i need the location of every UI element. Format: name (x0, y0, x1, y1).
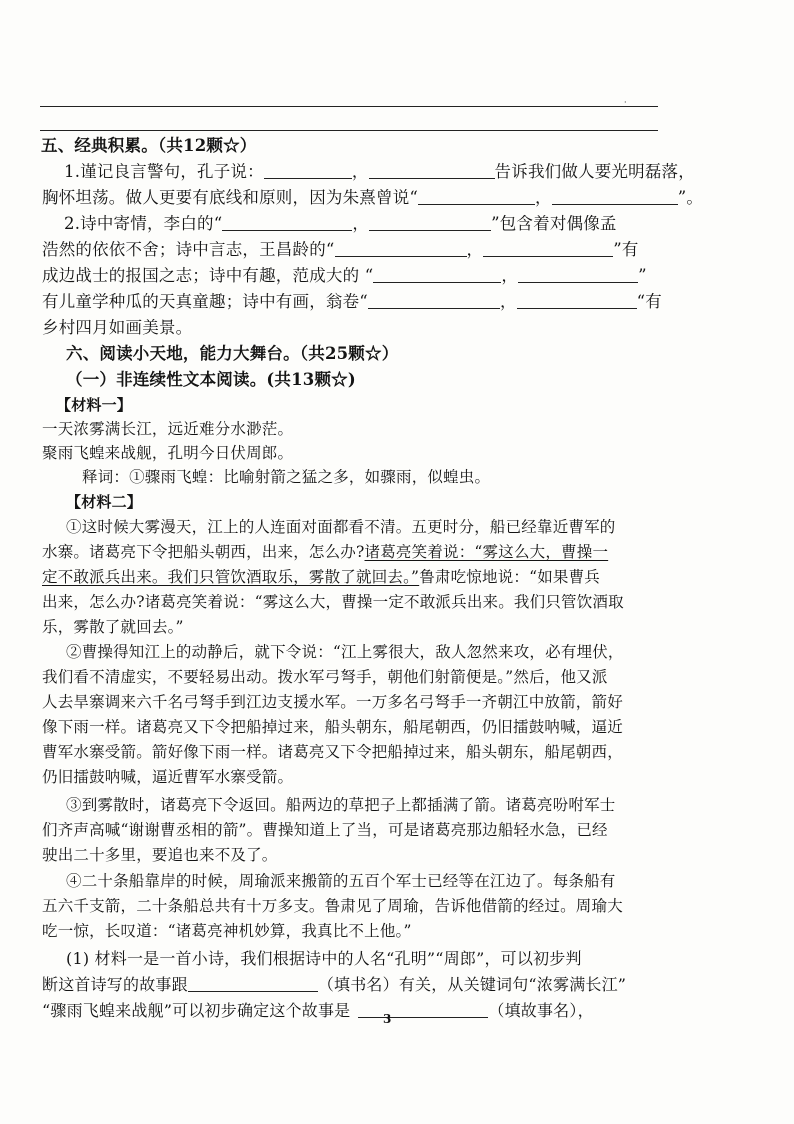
material2-label: 【材料二】 (66, 493, 143, 511)
m2-p1-l1: ①这时候大雾漫天，江上的人连面对面都看不清。五更时分，船已经靠近曹军的 (66, 518, 616, 536)
blank[interactable] (264, 163, 352, 179)
m2-p1-l4: 出来，怎么办?诸葛亮笑着说：“雾这么大，曹操一定不敢派兵出来。我们只管饮酒取 (42, 593, 624, 611)
m2-p4-l1: ④二十条船靠岸的时候，周瑜派来搬箭的五百个军士已经等在江边了。每条船有 (66, 872, 616, 890)
m2-p1-l2: 水寨。诸葛亮下令把船头朝西，出来，怎么办?诸葛亮笑着说：“雾这么大，曹操一 (42, 543, 609, 561)
blank[interactable] (369, 215, 491, 231)
section6-subtitle: （一）非连续性文本阅读。(共13颗☆) (66, 370, 356, 389)
s5-q2-line4: 有儿童学种瓜的天真童趣；诗中有画，翁卷“ ， “有 (42, 292, 662, 311)
poem-line1: 一天浓雾满长江，远近难分水渺茫。 (42, 420, 294, 438)
blank[interactable] (358, 1002, 488, 1018)
underlined-sentence: 诸葛亮笑着说：“雾这么大，曹操一 (364, 543, 609, 561)
s6-q1-line1: (1) 材料一是一首小诗，我们根据诗中的人名“孔明”“周郎”，可以初步判 (66, 949, 582, 968)
m2-p2-l5: 曹军水寨受箭。箭好像下雨一样。诸葛亮又下令把船掉过来，船头朝东，船尾朝西， (42, 743, 623, 761)
page-number: 3 (383, 1012, 392, 1026)
section6-title: 六、阅读小天地，能力大舞台。（共25颗☆） (66, 344, 399, 363)
blank[interactable] (368, 293, 500, 309)
m2-p4-l2: 五六千支箭，二十条船总共有十万多支。鲁肃见了周瑜，告诉他借箭的经过。周瑜大 (42, 897, 623, 915)
m2-p2-l6: 仍旧擂鼓呐喊，逼近曹军水寨受箭。 (42, 768, 294, 786)
blank[interactable] (518, 267, 638, 283)
s6-q1-line3: “骤雨飞蝗来战舰”可以初步确定这个故事是 （填故事名）， (42, 1001, 594, 1020)
m2-p3-l3: 驶出二十多里，要追也来不及了。 (42, 846, 278, 864)
scan-speck: · (624, 98, 627, 107)
second-rule (40, 130, 658, 131)
s5-q2-line3: 成边战士的报国之志；诗中有趣，范成大的 “ ， ” (42, 266, 647, 285)
m2-p2-l2: 我们看不清虚实，不要轻易出动。拨水军弓弩手，朝他们射箭便是。”然后，他又派 (42, 668, 608, 686)
s5-q1-line1: 1.谨记良言警句，孔子说： ， 告诉我们做人要光明磊落， (64, 162, 695, 181)
m2-p2-l3: 人去旱寨调来六千名弓弩手到江边支援水军。一万多名弓弩手一齐朝江中放箭，箭好 (42, 693, 623, 711)
blank[interactable] (222, 215, 352, 231)
blank[interactable] (188, 976, 318, 992)
blank[interactable] (369, 163, 495, 179)
m2-p3-l2: 们齐声高喊“谢谢曹丞相的箭”。曹操知道上了当，可是诸葛亮那边船轻水急，已经 (42, 821, 608, 839)
poem-note: 释词：①骤雨飞蝗：比喻射箭之猛之多，如骤雨，似蝗虫。 (82, 468, 491, 486)
m2-p2-l4: 像下雨一样。诸葛亮又下令把船掉过来，船头朝东，船尾朝西，仍旧擂鼓呐喊，逼近 (42, 718, 623, 736)
blank[interactable] (418, 189, 535, 205)
s5-q2-line5: 乡村四月如画美景。 (42, 318, 193, 337)
m2-p3-l1: ③到雾散时，诸葛亮下令返回。船两边的草把子上都插满了箭。诸葛亮吩咐军士 (66, 796, 616, 814)
material1-label: 【材料一】 (56, 396, 133, 414)
underlined-sentence: 定不敢派兵出来。我们只管饮酒取乐，雾散了就回去。” (42, 568, 420, 586)
s5-q2-line2: 浩然的依依不舍；诗中言志，王昌龄的“ ， ”有 (42, 240, 639, 259)
blank[interactable] (335, 241, 467, 257)
blank[interactable] (483, 241, 613, 257)
section5-title: 五、经典积累。（共12颗☆） (41, 136, 257, 155)
s6-q1-line2: 断这首诗写的故事跟 （填书名）有关，从关键词句“浓雾满长江” (42, 975, 627, 994)
blank[interactable] (373, 267, 501, 283)
s5-q1-line2: 胸怀坦荡。做人更要有底线和原则，因为朱熹曾说“ ， ”。 (42, 188, 704, 207)
blank[interactable] (552, 189, 678, 205)
blank[interactable] (517, 293, 637, 309)
m2-p2-l1: ②曹操得知江上的动静后，就下令说：“江上雾很大，敌人忽然来攻，必有埋伏， (66, 643, 624, 661)
m2-p1-l3: 定不敢派兵出来。我们只管饮酒取乐，雾散了就回去。”鲁肃吃惊地说：“如果曹兵 (42, 568, 601, 586)
top-rule (40, 106, 658, 107)
s5-q2-line1: 2.诗中寄情，李白的“ ， ”包含着对偶像孟 (64, 214, 617, 233)
m2-p1-l5: 乐，雾散了就回去。” (42, 618, 184, 636)
m2-p4-l3: 吃一惊，长叹道：“诸葛亮神机妙算，我真比不上他。” (42, 922, 412, 940)
poem-line2: 聚雨飞蝗来战舰，孔明今日伏周郎。 (42, 444, 294, 462)
